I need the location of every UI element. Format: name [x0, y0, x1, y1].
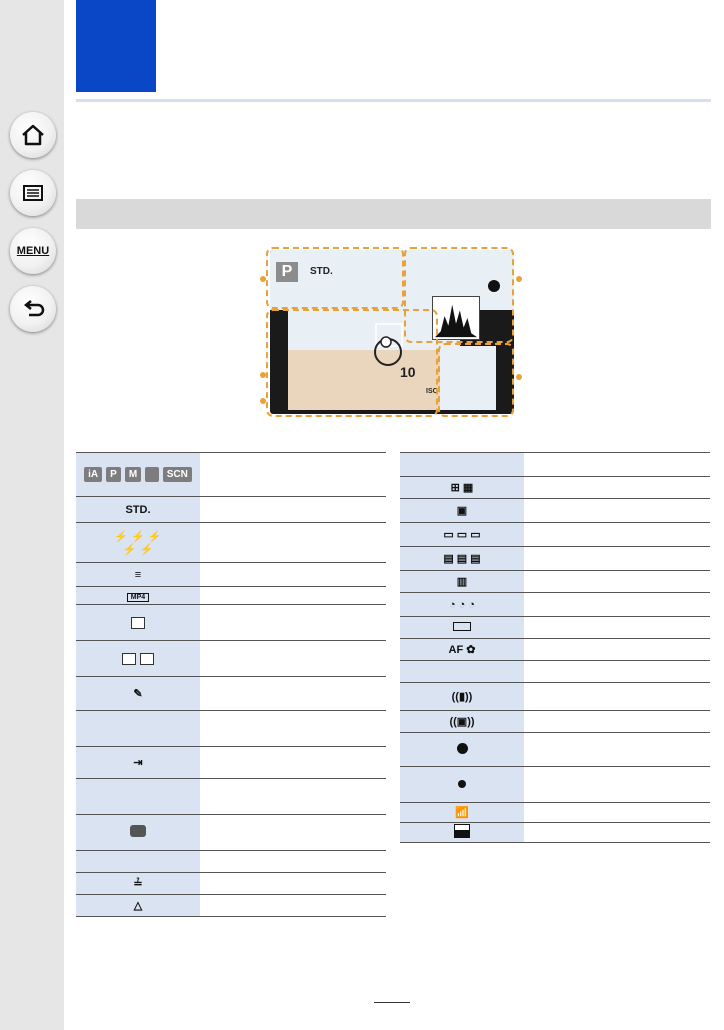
table-row	[76, 677, 386, 711]
back-button[interactable]	[10, 286, 56, 332]
focus-dot-icon	[400, 733, 524, 767]
contents-button[interactable]	[10, 170, 56, 216]
mode-icons-cell	[76, 453, 200, 497]
callout-area-1	[266, 247, 404, 309]
back-arrow-icon	[19, 295, 47, 323]
callout-marker	[516, 374, 522, 380]
callout-area-4	[438, 343, 514, 417]
record-dot-icon	[400, 767, 524, 803]
callout-marker	[260, 276, 266, 282]
table-cell	[524, 477, 710, 499]
header-divider	[76, 99, 711, 102]
iso-label: ISO	[426, 388, 439, 395]
guide-lines-icon: ⊞ ▦	[400, 477, 524, 499]
table-row	[400, 639, 710, 661]
table-cell	[524, 661, 710, 683]
level-icon: ≟	[76, 873, 200, 895]
table-cell	[524, 453, 710, 477]
photo-style-box-icon: ▣	[400, 499, 524, 523]
section-heading-bar	[76, 199, 711, 229]
table-row	[400, 683, 710, 711]
self-timer-icon: ◔ ◔ ◔	[400, 593, 524, 617]
home-button[interactable]	[10, 112, 56, 158]
table-row	[76, 563, 386, 587]
table-row	[76, 873, 386, 895]
table-row	[76, 641, 386, 677]
chapter-tab	[76, 0, 156, 92]
table-row	[400, 477, 710, 499]
table-cell	[400, 661, 524, 683]
page-number-rule	[374, 1002, 410, 1003]
table-cell	[524, 499, 710, 523]
table-row	[400, 823, 710, 843]
self-timer-count: 10	[400, 364, 416, 380]
quality-icon	[76, 641, 200, 677]
table-row	[400, 711, 710, 733]
stabilizer-icon: ((▣))	[400, 711, 524, 733]
table-row	[76, 605, 386, 641]
table-cell	[524, 593, 710, 617]
table-row	[76, 779, 386, 815]
creative-mode-icon	[145, 467, 159, 482]
navigation-sidebar	[0, 0, 64, 1030]
camera-icon	[76, 815, 200, 851]
burst-icon: ▭ ▭ ▭	[400, 523, 524, 547]
histogram-icon	[400, 823, 524, 843]
table-row	[400, 767, 710, 803]
callout-area-3	[266, 309, 438, 417]
list-icon	[19, 179, 47, 207]
table-row	[400, 617, 710, 639]
extended-tele-icon: ≡	[76, 563, 200, 587]
table-cell	[400, 453, 524, 477]
right-icon-table	[400, 452, 710, 843]
table-row	[76, 497, 386, 523]
picture-size-icon	[76, 605, 200, 641]
table-row	[400, 499, 710, 523]
table-cell	[524, 523, 710, 547]
table-row	[400, 661, 710, 683]
table-cell	[200, 563, 386, 587]
af-macro-icon: AF ✿	[400, 639, 524, 661]
table-cell	[524, 683, 710, 711]
table-row	[76, 453, 386, 497]
table-row	[76, 815, 386, 851]
table-cell	[200, 779, 386, 815]
stabilizer-off-icon: ((▮))	[400, 683, 524, 711]
scene-mode-icon: SCN	[163, 467, 192, 482]
table-row	[76, 851, 386, 873]
intelligent-auto-icon: iA	[84, 467, 102, 482]
callout-marker	[260, 398, 266, 404]
photo-style-icon: STD.	[76, 497, 200, 523]
table-row	[400, 593, 710, 617]
table-cell	[524, 571, 710, 593]
table-cell	[200, 523, 386, 563]
table-cell	[200, 641, 386, 677]
table-cell	[200, 747, 386, 779]
program-mode-icon: P	[106, 467, 121, 482]
table-cell	[200, 851, 386, 873]
callout-marker	[516, 276, 522, 282]
table-row	[76, 747, 386, 779]
4k-photo-icon: ▤ ▤ ▤	[400, 547, 524, 571]
table-row	[400, 547, 710, 571]
mode-badge: P	[276, 262, 298, 282]
table-row	[400, 733, 710, 767]
table-cell	[524, 711, 710, 733]
rec-format-icon: MP4	[76, 587, 200, 605]
card-icon: ⇥	[76, 747, 200, 779]
table-row	[400, 803, 710, 823]
manual-mode-icon: M	[125, 467, 141, 482]
table-cell	[200, 677, 386, 711]
table-cell	[76, 711, 200, 747]
table-cell	[524, 617, 710, 639]
table-cell	[524, 823, 710, 843]
table-cell	[76, 779, 200, 815]
table-cell	[200, 587, 386, 605]
bracket-icon: ▥	[400, 571, 524, 593]
table-cell	[200, 497, 386, 523]
custom-setting-icon: ✎	[76, 677, 200, 711]
table-cell	[200, 815, 386, 851]
wifi-icon: 📶	[400, 803, 524, 823]
table-cell	[200, 453, 386, 497]
home-icon	[19, 121, 47, 149]
table-cell	[200, 895, 386, 917]
table-row	[76, 895, 386, 917]
table-row	[76, 587, 386, 605]
table-row	[76, 711, 386, 747]
table-row	[76, 523, 386, 563]
left-icon-table	[76, 452, 386, 917]
table-cell	[200, 605, 386, 641]
table-row	[400, 453, 710, 477]
photo-style-label: STD.	[310, 266, 333, 277]
table-cell	[200, 711, 386, 747]
battery-icon	[400, 617, 524, 639]
table-cell	[76, 851, 200, 873]
table-cell	[524, 803, 710, 823]
warning-icon: △	[76, 895, 200, 917]
table-cell	[524, 767, 710, 803]
table-row	[400, 571, 710, 593]
flash-icon: ⚡ ⚡ ⚡ ⚡ ⚡	[76, 523, 200, 563]
table-cell	[200, 873, 386, 895]
menu-button[interactable]	[10, 228, 56, 274]
table-cell	[524, 733, 710, 767]
menu-label: MENU	[16, 245, 50, 257]
table-row	[400, 523, 710, 547]
callout-marker	[260, 372, 266, 378]
table-cell	[524, 547, 710, 571]
table-cell	[524, 639, 710, 661]
